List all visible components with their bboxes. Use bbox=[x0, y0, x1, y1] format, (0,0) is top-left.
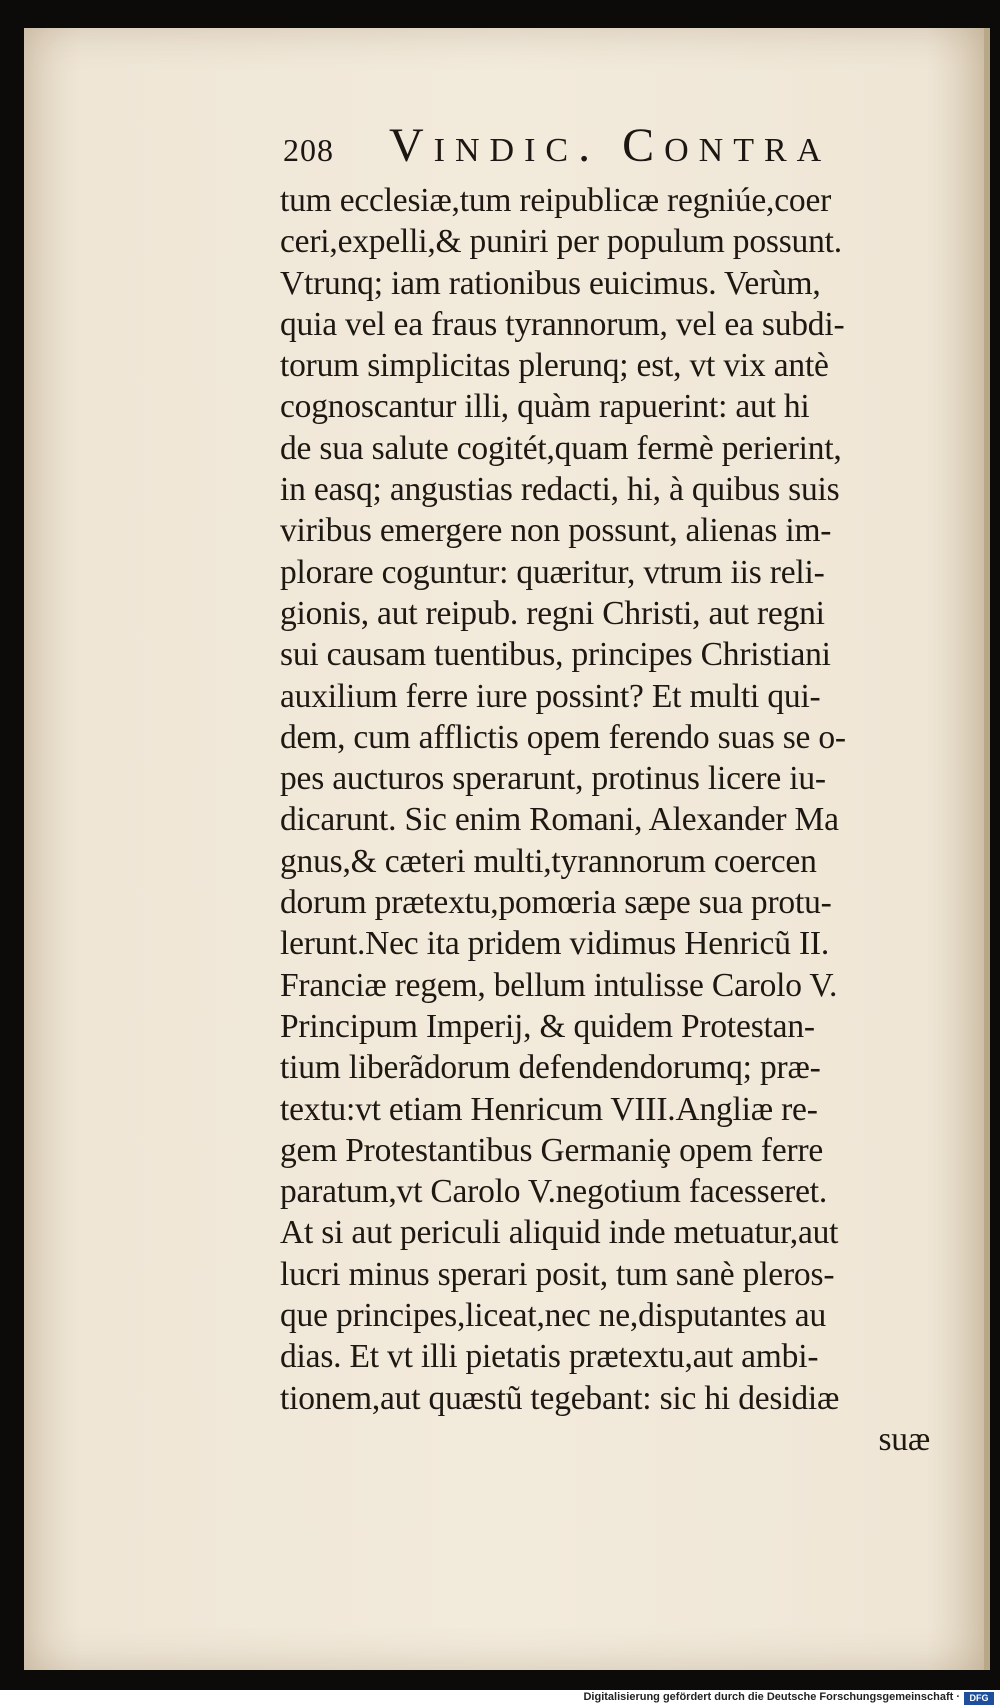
text-line: ceri,expelli,& puniri per populum possunt. bbox=[280, 223, 842, 261]
page-edge bbox=[984, 28, 990, 1670]
dfg-logo: DFG bbox=[964, 1692, 994, 1705]
text-line: sui causam tuentibus, principes Christiani bbox=[280, 636, 831, 674]
text-line: quia vel ea fraus tyrannorum, vel ea subdi- bbox=[280, 305, 845, 343]
text-line: viribus emergere non possunt, alienas im- bbox=[280, 512, 832, 550]
catchword: suæ bbox=[878, 1420, 930, 1458]
text-line: lucri minus sperari posit, tum sanè pleros- bbox=[280, 1255, 835, 1293]
text-line: cognoscantur illi, quàm rapuerint: aut hi bbox=[280, 388, 810, 426]
digitization-footer bbox=[0, 1690, 1000, 1707]
text-line: plorare coguntur: quæritur, vtrum iis reli- bbox=[280, 553, 825, 591]
text-line: torum simplicitas plerunq; est, vt vix antè bbox=[280, 347, 829, 385]
funding-credit: Digitalisierung gefördert durch die Deutsche Forschungsgemeinschaft · bbox=[583, 1691, 960, 1703]
text-line: Franciæ regem, bellum intulisse Carolo V. bbox=[280, 966, 838, 1004]
text-line: auxilium ferre iure possint? Et multi qui- bbox=[280, 677, 821, 715]
text-line: paratum,vt Carolo V.negotium facesseret. bbox=[280, 1173, 828, 1211]
text-line: que principes,liceat,nec ne,disputantes au bbox=[280, 1297, 827, 1335]
text-line: gionis, aut reipub. regni Christi, aut regni bbox=[280, 594, 825, 632]
text-line: gnus,& cæteri multi,tyrannorum coercen bbox=[280, 842, 817, 880]
running-title: Vindic. Contra bbox=[389, 119, 832, 172]
text-line: tum ecclesiæ,tum reipublicæ regniúe,coer bbox=[280, 182, 832, 219]
text-line: Principum Imperij, & quidem Protestan- bbox=[280, 1007, 815, 1045]
text-line: Vtrunq; iam rationibus euicimus. Verùm, bbox=[280, 264, 821, 302]
text-line: de sua salute cogitét,quam fermè perierint, bbox=[280, 429, 842, 467]
text-line: in easq; angustias redacti, hi, à quibus suis bbox=[280, 471, 840, 509]
text-line: dem, cum afflictis opem ferendo suas se o- bbox=[280, 718, 846, 756]
text-line: At si aut periculi aliquid inde metuatur,aut bbox=[280, 1214, 839, 1252]
text-line: dias. Et vt illi pietatis prætextu,aut ambi- bbox=[280, 1338, 819, 1376]
text-line: pes aucturos sperarunt, protinus licere iu- bbox=[280, 760, 826, 798]
text-line: dorum prætextu,pomœria sæpe sua protu- bbox=[280, 884, 832, 922]
text-line: textu:vt etiam Henricum VIII.Angliæ re- bbox=[280, 1090, 818, 1128]
text-line: gem Protestantibus Germaniȩ opem ferre bbox=[280, 1131, 824, 1169]
text-line: tionem,aut quæstũ tegebant: sic hi desidiæ bbox=[280, 1379, 840, 1417]
text-line: tium liberãdorum defendendorumq; præ- bbox=[280, 1049, 821, 1087]
text-line: dicarunt. Sic enim Romani, Alexander Ma bbox=[280, 801, 839, 839]
running-header bbox=[283, 118, 903, 178]
page-number: 208 bbox=[283, 132, 334, 168]
text-line: lerunt.Nec ita pridem vidimus Henricũ II. bbox=[280, 925, 830, 963]
body-text bbox=[280, 180, 940, 1460]
